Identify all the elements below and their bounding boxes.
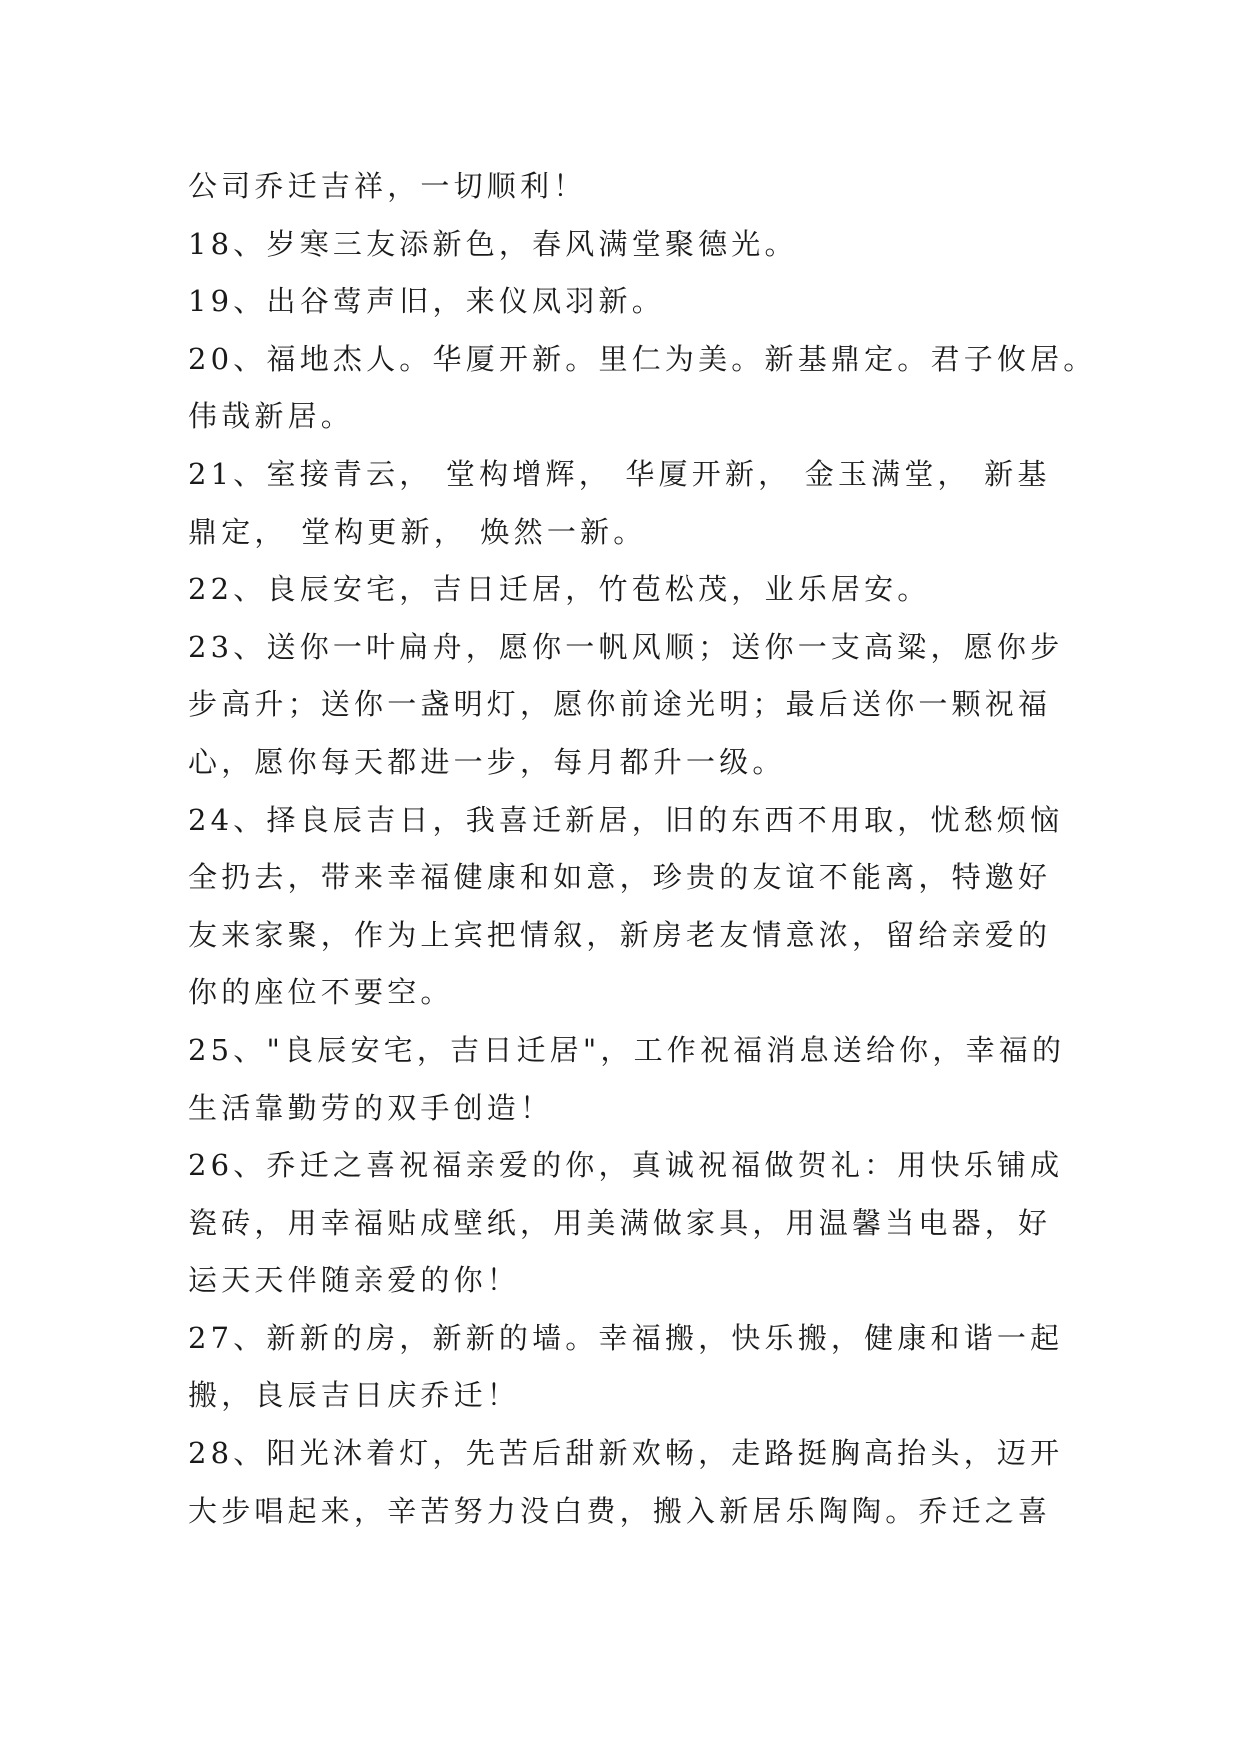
text-line: 搬，良辰吉日庆乔迁！ — [188, 1378, 521, 1413]
text-line: 步高升；送你一盏明灯，愿你前途光明；最后送你一颗祝福 — [188, 687, 1052, 722]
text-line: 运天天伴随亲爱的你！ — [188, 1263, 521, 1298]
text-line: 26、乔迁之喜祝福亲爱的你，真诚祝福做贺礼：用快乐铺成 — [188, 1148, 1064, 1183]
text-line: 伟哉新居。 — [188, 399, 355, 434]
text-line: 27、新新的房，新新的墙。幸福搬，快乐搬，健康和谐一起 — [188, 1320, 1064, 1355]
text-line: 公司乔迁吉祥，一切顺利！ — [188, 169, 587, 203]
text-line: 友来家聚，作为上宾把情叙，新房老友情意浓，留给亲爱的 — [188, 917, 1052, 952]
text-line: 全扔去，带来幸福健康和如意，珍贵的友谊不能离，特邀好 — [188, 860, 1052, 895]
text-line: 鼎定， 堂构更新， 焕然一新。 — [188, 514, 647, 549]
text-line: 大步唱起来，辛苦努力没白费，搬入新居乐陶陶。乔迁之喜 — [188, 1493, 1052, 1528]
text-line: 19、出谷莺声旧，来仪凤羽新。 — [188, 284, 665, 319]
text-line: 23、送你一叶扁舟，愿你一帆风顺；送你一支高粱，愿你步 — [188, 629, 1064, 664]
text-line: 21、室接青云， 堂构增辉， 华厦开新， 金玉满堂， 新基 — [188, 456, 1051, 491]
text-line: 20、福地杰人。华厦开新。里仁为美。新基鼎定。君子攸居。 — [188, 341, 1097, 376]
text-line: 25、"良辰安宅，吉日迁居"，工作祝福消息送给你，幸福的 — [188, 1032, 1066, 1067]
text-line: 18、岁寒三友添新色，春风满堂聚德光。 — [188, 226, 798, 261]
text-line: 你的座位不要空。 — [188, 975, 454, 1010]
text-line: 生活靠勤劳的双手创造！ — [188, 1090, 554, 1125]
text-line: 心，愿你每天都进一步，每月都升一级。 — [188, 744, 786, 779]
text-line: 瓷砖，用幸福贴成壁纸，用美满做家具，用温馨当电器，好 — [188, 1205, 1052, 1240]
text-line: 24、择良辰吉日，我喜迁新居，旧的东西不用取，忧愁烦恼 — [188, 802, 1064, 837]
document-body — [188, 158, 1097, 1540]
text-line: 28、阳光沐着灯，先苦后甜新欢畅，走路挺胸高抬头，迈开 — [188, 1436, 1064, 1471]
text-line: 22、良辰安宅，吉日迁居，竹苞松茂，业乐居安。 — [188, 572, 931, 607]
